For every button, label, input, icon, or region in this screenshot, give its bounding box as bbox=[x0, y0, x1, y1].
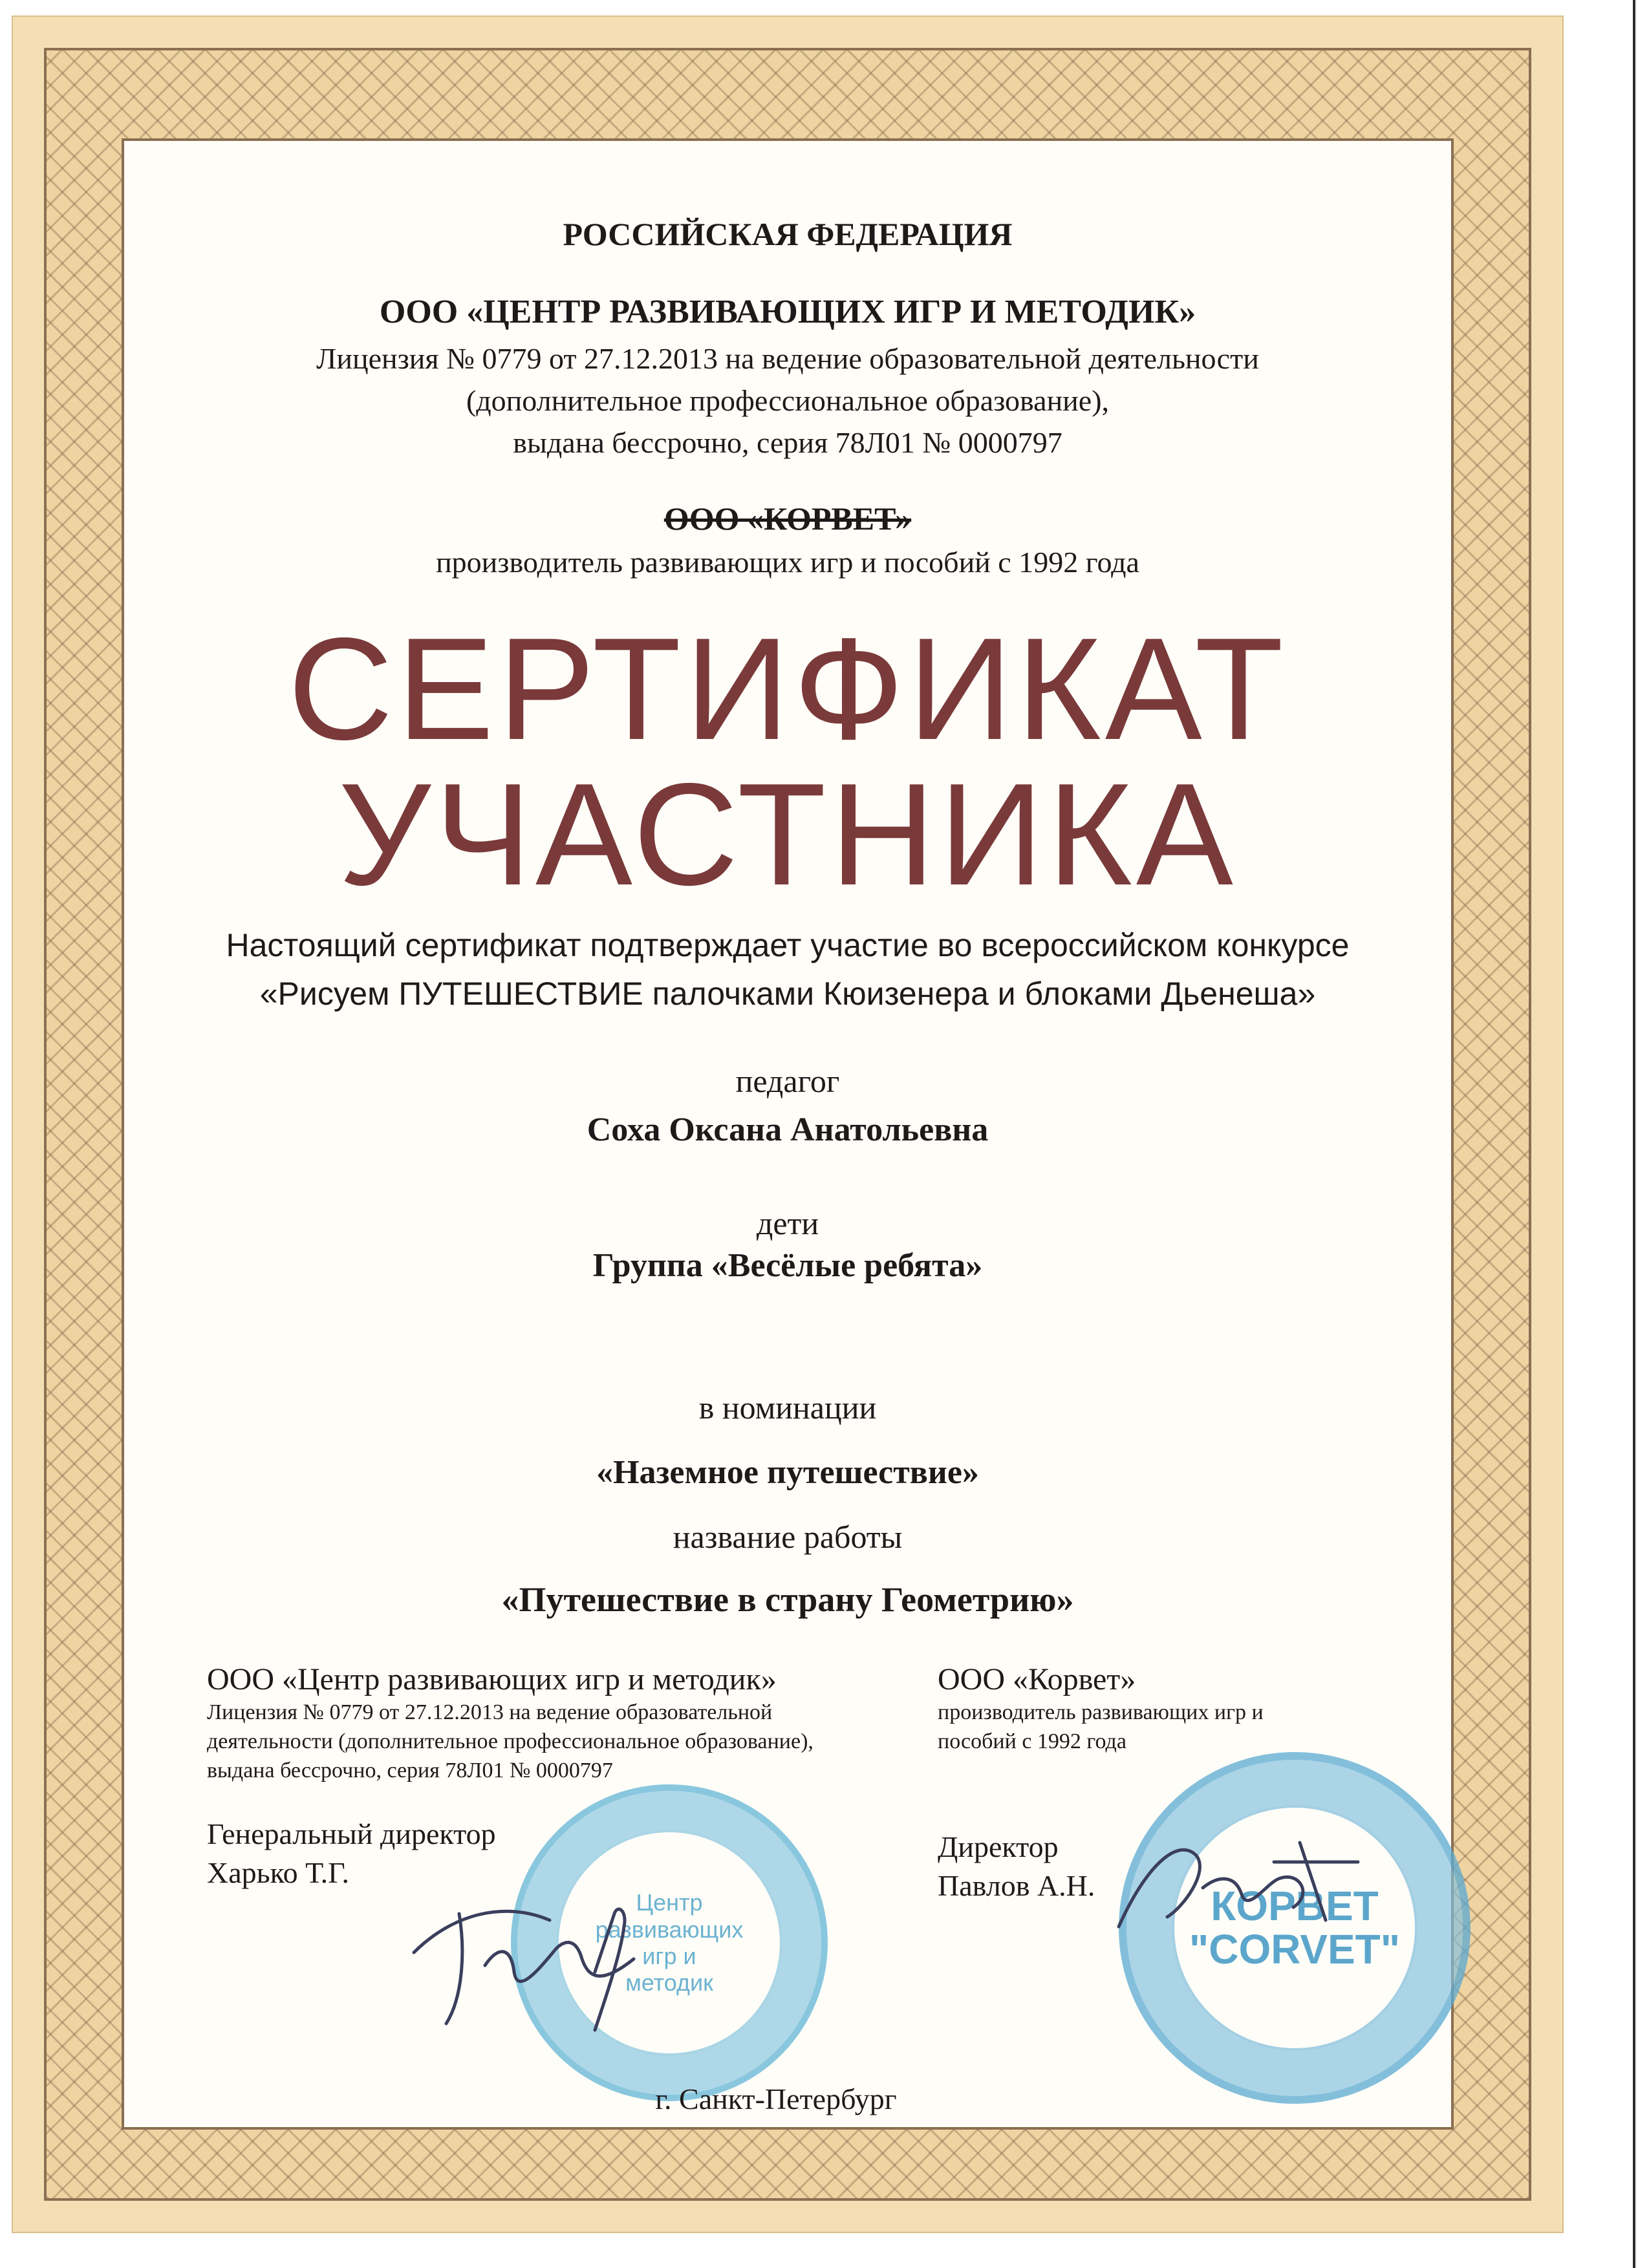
signature-pavlov bbox=[1106, 1817, 1377, 1946]
footer-left-name: Харько Т.Г. bbox=[207, 1856, 350, 1889]
certificate-title-line-1: СЕРТИФИКАТ bbox=[288, 607, 1288, 770]
partner-org-description: производитель развивающих игр и пособий с 1992 года bbox=[436, 546, 1139, 579]
footer-right-name: Павлов А.Н. bbox=[938, 1869, 1095, 1902]
page-edge-line bbox=[1633, 0, 1635, 2268]
license-line-2: (дополнительное профессиональное образование), bbox=[466, 384, 1110, 417]
footer-left-license-1: Лицензия № 0779 от 27.12.2013 на ведение образовательной bbox=[207, 1700, 773, 1724]
confirmation-line-1: Настоящий сертификат подтверждает участие во всероссийском конкурсе bbox=[226, 927, 1350, 963]
nomination-value: «Наземное путешествие» bbox=[596, 1454, 979, 1491]
nomination-label: в номинации bbox=[698, 1389, 877, 1426]
license-line-1: Лицензия № 0779 от 27.12.2013 на ведение образовательной деятельности bbox=[316, 342, 1259, 375]
footer-right-org: ООО «Корвет» bbox=[938, 1662, 1136, 1696]
footer-left-org: ООО «Центр развивающих игр и методик» bbox=[207, 1662, 777, 1696]
footer-right-desc-2: пособий с 1992 года bbox=[938, 1729, 1126, 1753]
children-label: дети bbox=[756, 1205, 819, 1241]
teacher-name: Соха Оксана Анатольевна bbox=[587, 1111, 989, 1148]
stamp-left-line-3: игр и bbox=[642, 1943, 696, 1969]
country-title: РОССИЙСКАЯ ФЕДЕРАЦИЯ bbox=[563, 216, 1013, 252]
stamp-left-line-4: методик bbox=[625, 1969, 713, 1996]
license-line-3: выдана бессрочно, серия 78Л01 № 0000797 bbox=[513, 426, 1062, 459]
stamp-right-line-1: КОРВЕТ bbox=[1211, 1882, 1379, 1929]
children-group: Группа «Весёлые ребята» bbox=[592, 1247, 983, 1284]
contest-name: «Рисуем ПУТЕШЕСТВИЕ палочками Кюизенера и блоками Дьенеша» bbox=[259, 976, 1316, 1012]
work-title: «Путешествие в страну Геометрию» bbox=[501, 1580, 1074, 1619]
work-title-label: название работы bbox=[673, 1519, 903, 1555]
organization-name: ООО «ЦЕНТР РАЗВИВАЮЩИХ ИГР И МЕТОДИК» bbox=[379, 294, 1196, 330]
footer-right-desc-1: производитель развивающих игр и bbox=[938, 1700, 1264, 1724]
teacher-label: педагог bbox=[735, 1063, 840, 1099]
partner-org-name: ООО «КОРВЕТ» bbox=[663, 500, 912, 537]
footer-left-position: Генеральный директор bbox=[207, 1817, 496, 1850]
footer-left-license-3: выдана бессрочно, серия 78Л01 № 0000797 bbox=[207, 1759, 613, 1782]
footer-left-license-2: деятельности (дополнительное профессиональное образование), bbox=[207, 1729, 814, 1753]
stamp-right-line-2: "CORVET" bbox=[1189, 1926, 1401, 1973]
stamp-left-line-1: Центр bbox=[636, 1889, 703, 1916]
signature-kharko bbox=[401, 1875, 673, 2043]
stamp-left-line-2: развивающих bbox=[595, 1916, 744, 1943]
footer-right-position: Директор bbox=[938, 1830, 1059, 1863]
city: г. Санкт-Петербург bbox=[655, 2082, 897, 2115]
certificate-title-line-2: УЧАСТНИКА bbox=[338, 753, 1237, 915]
